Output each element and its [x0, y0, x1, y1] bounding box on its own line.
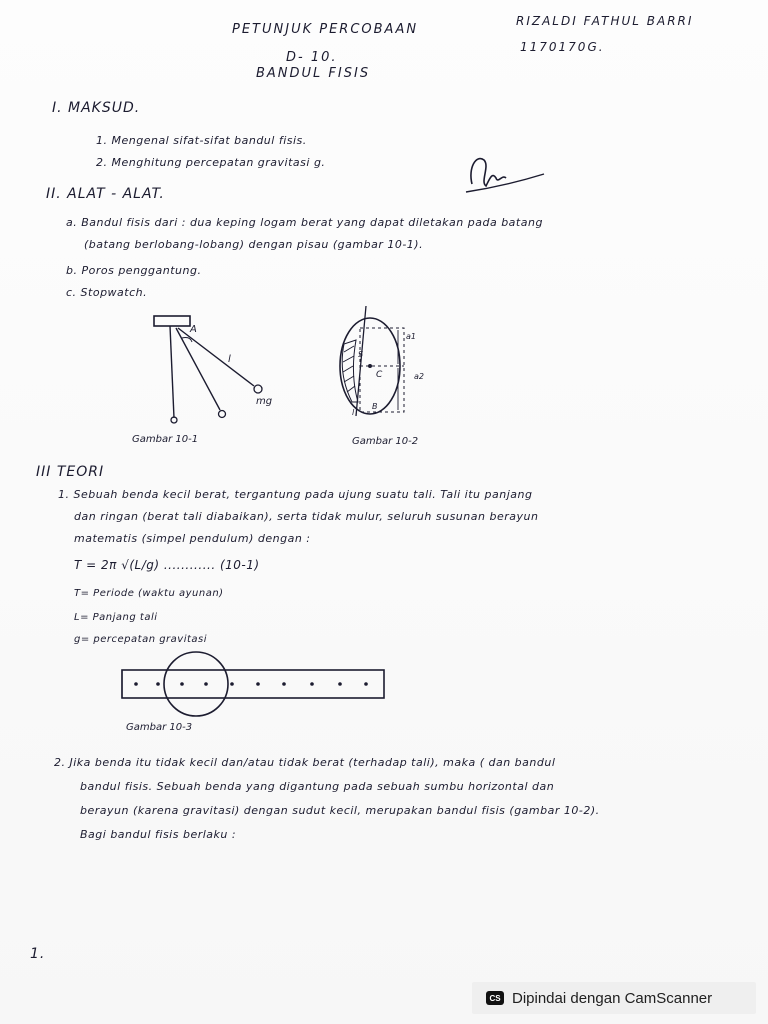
alat-item-a: a. Bandul fisis dari : dua keping logam berat yang dapat diletakan pada batang [66, 216, 543, 229]
maksud-item-2: 2. Menghitung percepatan gravitasi g. [96, 156, 326, 169]
fig2-label-b: B [372, 402, 378, 411]
fig2-label-a1: a1 [406, 332, 416, 341]
page-number: 1. [30, 946, 46, 962]
fig2-label-a2: a2 [414, 372, 424, 381]
section-heading-alat: II. ALAT - ALAT. [46, 186, 165, 202]
figure-10-2 [330, 304, 440, 424]
teori-item2-line1: 2. Jika benda itu tidak kecil dan/atau tidak berat (terhadap tali), maka ( dan bandul [54, 756, 556, 769]
teori-item2-line2: bandul fisis. Sebuah benda yang digantung pada sebuah sumbu horizontal dan [80, 780, 555, 793]
fig3-caption: Gambar 10-3 [126, 722, 193, 733]
page-subtitle: BANDUL FISIS [256, 66, 371, 81]
teori-item1-line1: 1. Sebuah benda kecil berat, tergantung pada ujung suatu tali. Tali itu panjang [58, 488, 533, 501]
section-heading-maksud: I. MAKSUD. [52, 100, 141, 116]
maksud-item-1: 1. Mengenal sifat-sifat bandul fisis. [96, 134, 307, 147]
figure-10-1 [130, 312, 290, 432]
section-heading-teori: III TEORI [36, 464, 105, 480]
fig2-label-c: C [376, 370, 383, 380]
experiment-code: D- 10. [286, 50, 338, 65]
fig1-label-l: l [228, 354, 231, 365]
page-title: PETUNJUK PERCOBAAN [232, 22, 419, 37]
figure-10-3 [118, 650, 390, 720]
alat-item-c: c. Stopwatch. [66, 286, 148, 299]
definition-g: g= percepatan gravitasi [74, 634, 208, 645]
camscanner-watermark [472, 982, 756, 1014]
author-id: 1170170G. [520, 40, 605, 54]
fig2-label-s: S [358, 350, 364, 359]
alat-item-a-cont: (batang berlobang-lobang) dengan pisau (gambar 10-1). [84, 238, 424, 251]
teori-item1-line2: dan ringan (berat tali diabaikan), serta tidak mulur, seluruh susunan berayun [74, 510, 539, 523]
definition-t: T= Periode (waktu ayunan) [74, 588, 224, 599]
fig1-label-a: A [190, 324, 197, 335]
fig1-caption: Gambar 10-1 [132, 434, 199, 445]
definition-l: L= Panjang tali [74, 612, 158, 623]
signature [462, 148, 552, 198]
teori-item2-line4: Bagi bandul fisis berlaku : [80, 828, 237, 841]
teori-item1-line3: matematis (simpel pendulum) dengan : [74, 532, 311, 545]
fig2-label-l: l [352, 408, 355, 417]
teori-item2-line3: berayun (karena gravitasi) dengan sudut kecil, merupakan bandul fisis (gambar 10-2). [80, 804, 600, 817]
pendulum-formula: T = 2π √(L/g) ............ (10-1) [74, 558, 260, 572]
fig1-label-mg: mg [256, 396, 273, 407]
author-name: RIZALDI FATHUL BARRI [516, 14, 694, 28]
fig2-caption: Gambar 10-2 [352, 436, 419, 447]
alat-item-b: b. Poros penggantung. [66, 264, 202, 277]
camscanner-logo-icon: CS [486, 991, 504, 1005]
camscanner-label: Dipindai dengan CamScanner [512, 989, 713, 1007]
